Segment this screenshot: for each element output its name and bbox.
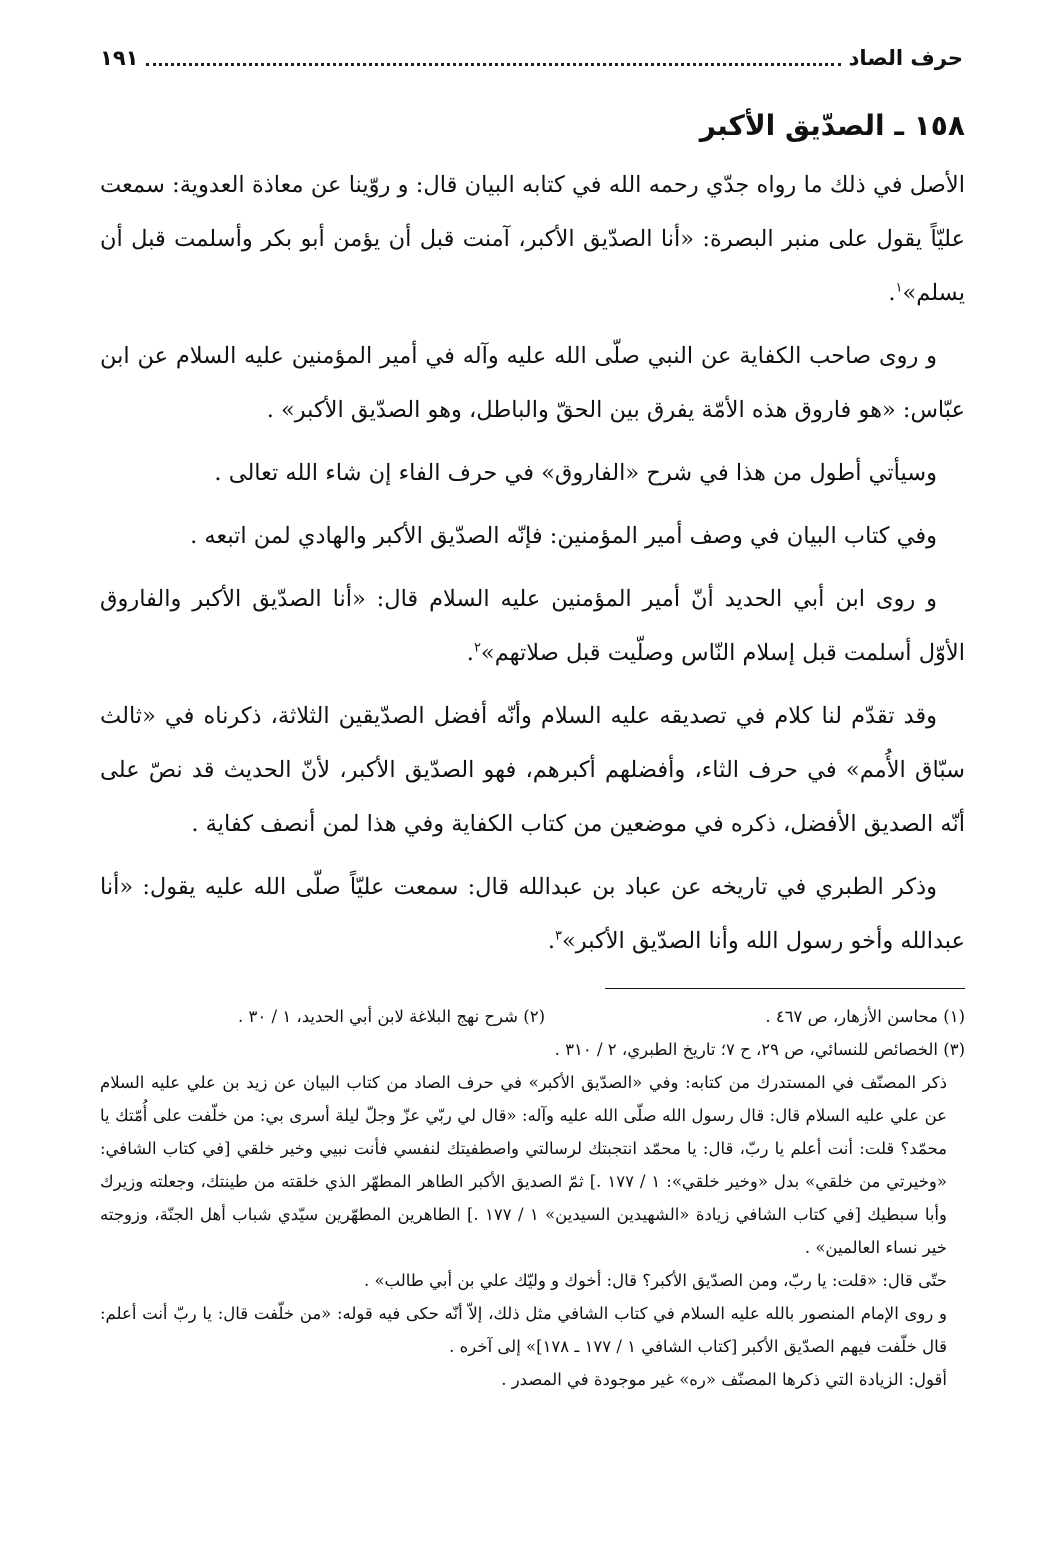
main-text — [100, 158, 965, 968]
footnote-marker: ٣ — [555, 928, 563, 944]
footnote-divider — [605, 988, 965, 989]
running-header — [100, 38, 963, 78]
footnote-row — [100, 1000, 965, 1033]
paragraph: وسيأتي أطول من هذا في شرح «الفاروق» في حرف الفاء إن شاء الله تعالى . — [214, 460, 937, 486]
header-dot-leader — [146, 63, 840, 66]
footnote-note: و روى الإمام المنصور بالله عليه السلام في كتاب الشافي مثل ذلك، إلاّ أنّه حكى فيه قوله: «من خلّفت قال: يا ربّ أنت أعلم: قال خلّفت فيهم الصدّيق الأكبر [كتاب الشافي ١ / ١٧٧ ـ ١٧٨]» إلى آخره . — [100, 1304, 947, 1356]
entry-title: ١٥٨ ـ الصدّيق الأكبر — [699, 109, 965, 142]
footnote-3: (٣) الخصائص للنسائي، ص ٢٩، ح ٧؛ تاريخ الطبري، ٢ / ٣١٠ . — [554, 1040, 965, 1059]
paragraph: وذكر الطبري في تاريخه عن عباد بن عبدالله قال: سمعت عليّاً صلّى الله عليه يقول: «أنا عبدالله وأخو رسول الله وأنا الصدّيق الأكبر»$^٣$. — [100, 874, 965, 954]
paragraph: و روى ابن أبي الحديد أنّ أمير المؤمنين عليه السلام قال: «أنا الصدّيق الأكبر والفاروق الأوّل أسلمت قبل إسلام النّاس وصلّيت قبل صلاتهم»$^٢$. — [100, 586, 965, 666]
paragraph: و روى صاحب الكفاية عن النبي صلّى الله عليه وآله في أمير المؤمنين عليه السلام عن ابن عبّاس: «هو فاروق هذه الأمّة يفرق بين الحقّ والباطل، وهو الصدّيق الأكبر» . — [100, 343, 965, 423]
footnote-marker: ٢ — [473, 640, 481, 656]
footnote-note: أقول: الزيادة التي ذكرها المصنّف «ره» غير موجودة في المصدر . — [501, 1370, 947, 1389]
paragraph: وقد تقدّم لنا كلام في تصديقه عليه السلام وأنّه أفضل الصدّيقين الثلاثة، ذكرناه في «ثالث سبّاق الأُمم» في حرف الثاء، وأفضلهم أكبرهم، فهو الصدّيق الأكبر، لأنّ الحديث قد نصّ على أنّه الصديق الأفضل، ذكره في موضعين من كتاب الكفاية وفي هذا لمن أنصف كفاية . — [100, 703, 965, 837]
footnotes — [100, 1000, 965, 1396]
paragraph: الأصل في ذلك ما رواه جدّي رحمه الله في كتابه البيان قال: و روّينا عن معاذة العدوية: سمعت عليّاً يقول على منبر البصرة: «أنا الصدّيق الأكبر، آمنت قبل أن يؤمن أبو بكر وأسلمت قبل أن يسلم»$^١$. — [100, 172, 965, 306]
footnote-note: حتّى قال: «قلت: يا ربّ، ومن الصدّيق الأكبر؟ قال: أخوك و وليّك علي بن أبي طالب» . — [363, 1271, 947, 1290]
footnote-marker: ١ — [895, 280, 903, 296]
footnote-note: ذكر المصنّف في المستدرك من كتابه: وفي «الصدّيق الأكبر» في حرف الصاد من كتاب البيان عن زيد بن علي عليه السلام عن علي عليه السلام قال: قال رسول الله صلّى الله عليه وآله: «قال لي ربّي عزّ وجلّ ليلة أسرى بي: من خلّفت على أُمّتك يا محمّد؟ قلت: أنت أعلم يا ربّ، قال: يا محمّد انتجبتك لرسالتي واصطفيتك لنفسي فأنت نبيي وخير خلقي [في كتاب الشافي: «وخيرتي من خلقي» بدل «وخير خلقي»: ١ / ١٧٧ .] ثمّ الصديق الأكبر الطاهر المطهّر الذي خلقته من طينتك، وجعلته وزيرك وأبا سبطيك [في كتاب الشافي زيادة «الشهيدين السيدين» ١ / ١٧٧ .] الطاهرين المطهّرين سيّدي شباب أهل الجنّة، وزوجته خير نساء العالمين» . — [100, 1073, 947, 1257]
chapter-heading: حرف الصاد — [848, 46, 963, 70]
page-number: ١٩١ — [100, 46, 139, 70]
paragraph: وفي كتاب البيان في وصف أمير المؤمنين: فإنّه الصدّيق الأكبر والهادي لمن اتبعه . — [190, 523, 937, 549]
footnote-1: (١) محاسن الأزهار، ص ٤٦٧ . — [765, 1007, 965, 1026]
footnote-2: (٢) شرح نهج البلاغة لابن أبي الحديد، ١ / ٣٠ . — [238, 1007, 545, 1026]
